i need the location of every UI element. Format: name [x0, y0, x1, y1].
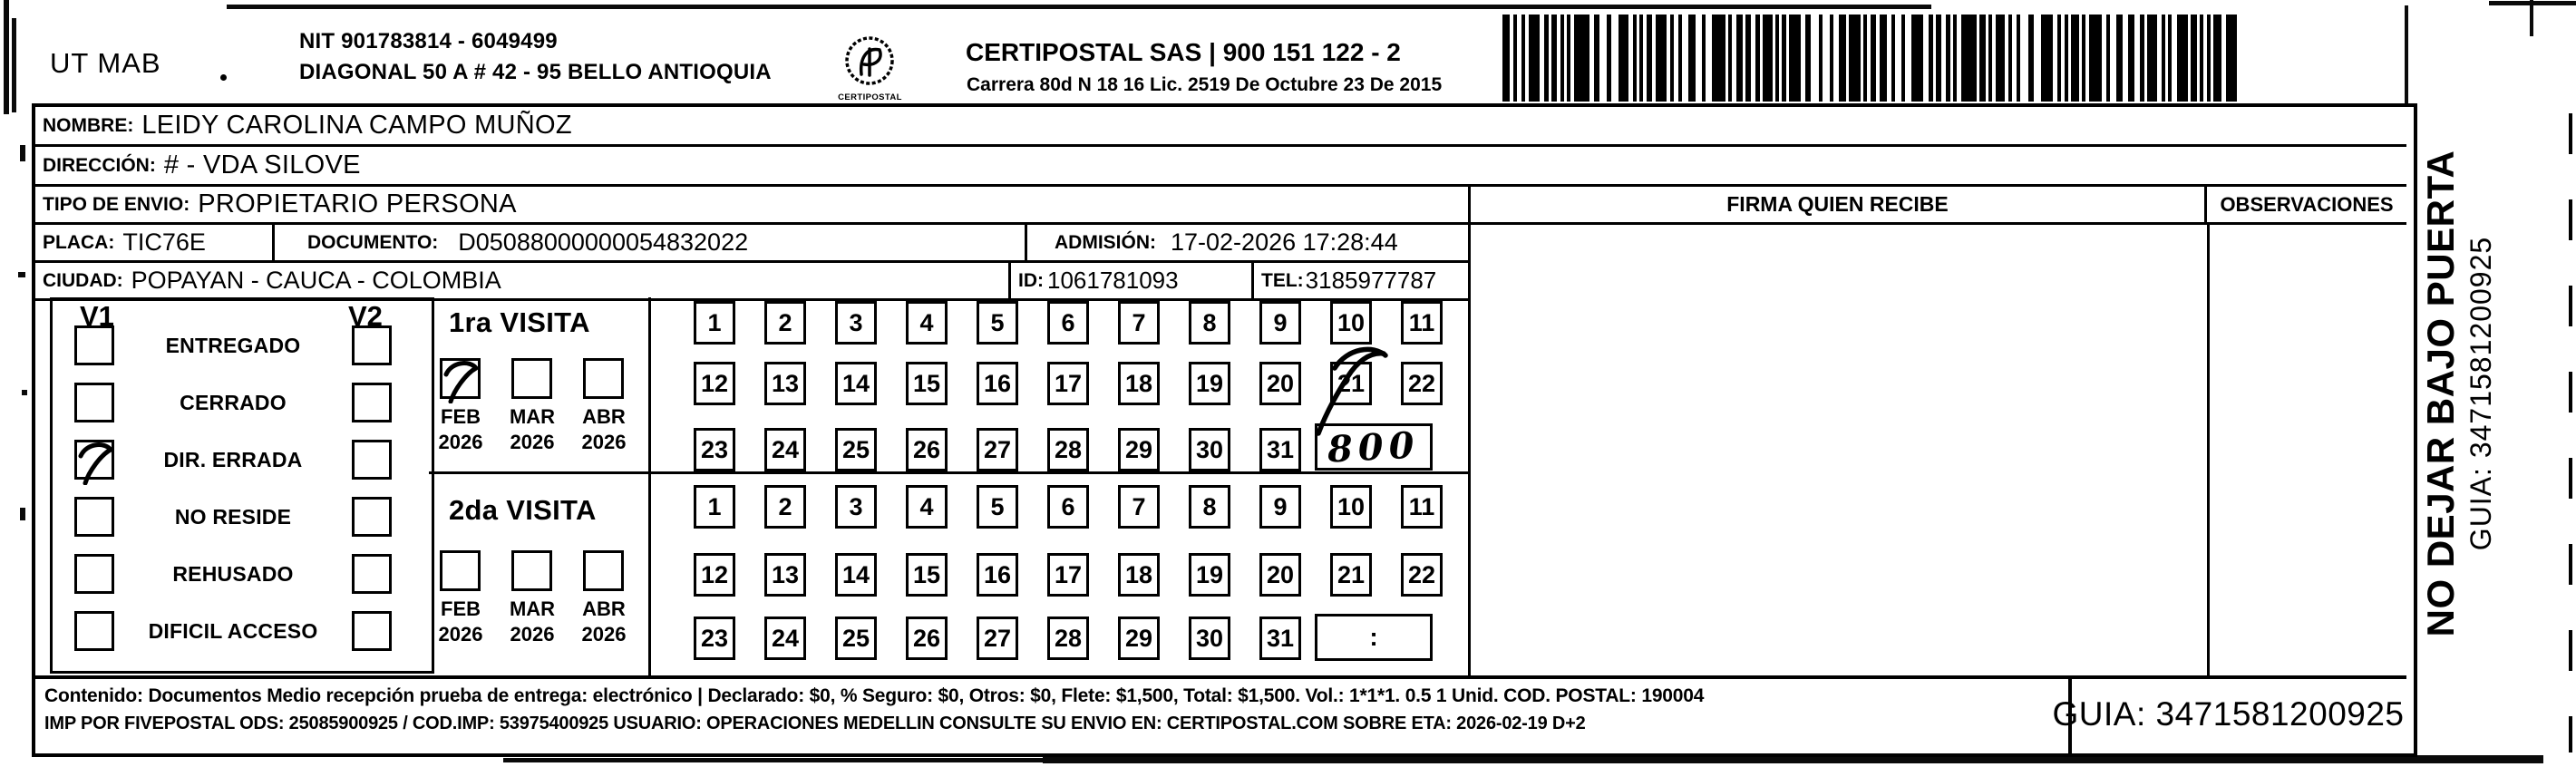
- barcode-bar: [1979, 15, 1985, 102]
- barcode-bar: [1871, 15, 1876, 102]
- day-cell: 6: [1047, 485, 1089, 529]
- barcode-bar: [2116, 15, 2122, 102]
- time-colon-placeholder: :: [1369, 623, 1378, 651]
- second-visit-title: 2da VISITA: [449, 494, 597, 526]
- field-documento: [275, 225, 1027, 263]
- barcode-bar: [1619, 15, 1628, 102]
- status-row: [53, 497, 432, 537]
- id-value: 1061781093: [1047, 267, 1179, 294]
- status-option-label: CERRADO: [180, 391, 287, 414]
- barcode-bar: [1544, 15, 1548, 102]
- logo-caption: CERTIPOSTAL: [838, 92, 902, 102]
- barcode-bar: [2071, 15, 2078, 102]
- day-cell: 7: [1118, 301, 1160, 345]
- documento-label: DOCUMENTO:: [307, 231, 439, 253]
- month-checkbox-abr: [583, 358, 624, 399]
- day-cell: 7: [1118, 485, 1160, 529]
- day-cell: 21: [1330, 362, 1372, 405]
- field-id: [1011, 263, 1254, 301]
- status-row: [53, 611, 432, 651]
- day-cell: 2: [764, 301, 806, 345]
- barcode-bar: [1712, 15, 1725, 102]
- handwritten-time: 800: [1327, 422, 1421, 471]
- scan-artifact-bottom-line2: [503, 758, 1047, 762]
- barcode-bar: [2177, 15, 2189, 102]
- barcode-bar: [2226, 15, 2238, 102]
- barcode-bar: [1728, 15, 1732, 102]
- day-cell: 11: [1401, 485, 1443, 529]
- barcode-bar: [1656, 15, 1667, 102]
- nombre-value: LEIDY CAROLINA CAMPO MUÑOZ: [141, 111, 572, 140]
- second-visit-time-box: [1315, 614, 1433, 661]
- barcode-bar: [2057, 15, 2061, 102]
- barcode-bar: [1782, 15, 1785, 102]
- day-cell: 25: [835, 428, 877, 471]
- day-cell: 5: [977, 301, 1018, 345]
- scan-speck: [20, 145, 25, 161]
- footer-line2: IMP POR FIVEPOSTAL ODS: 25085900925 / COD.IMP: 53975400925 USUARIO: OPERACIONES MEDELLIN CONSULTE SU ENVIO EN: CERTIPOSTAL.COM SOBRE ETA: 2026-02-19 D+2: [44, 714, 1586, 733]
- checkbox-v1-2: [74, 440, 114, 480]
- company-line: CERTIPOSTAL SAS | 900 151 122 - 2: [966, 38, 1401, 66]
- tipo-envio-value: PROPIETARIO PERSONA: [198, 189, 517, 218]
- placa-label: PLACA:: [43, 231, 115, 253]
- day-cell: 30: [1189, 428, 1230, 471]
- month-label: FEB: [441, 405, 481, 428]
- barcode-bar: [1594, 15, 1599, 102]
- barcode-bar: [1560, 15, 1564, 102]
- barcode-bar: [1891, 15, 1895, 102]
- nombre-label: NOMBRE:: [43, 114, 134, 136]
- day-cell: 13: [764, 553, 806, 597]
- day-cell: 18: [1118, 362, 1160, 405]
- day-cell: 4: [906, 301, 948, 345]
- barcode-bar: [1763, 15, 1773, 102]
- status-row: [53, 383, 432, 422]
- day-cell: 15: [906, 553, 948, 597]
- barcode-bar: [1702, 15, 1706, 102]
- checkbox-v1-1: [74, 383, 114, 422]
- status-option-label: DIR. ERRADA: [163, 448, 303, 471]
- no-dejar-text: NO DEJAR BAJO PUERTA: [2419, 150, 2462, 637]
- checkbox-v1-0: [74, 325, 114, 365]
- barcode-bar: [1678, 15, 1682, 102]
- status-row: [53, 554, 432, 594]
- first-visit-time-box: [1315, 423, 1433, 471]
- barcode-bar: [2162, 15, 2165, 102]
- month-checkbox-feb: [440, 358, 481, 399]
- scan-speck: [220, 74, 227, 81]
- observaciones-header: OBSERVACIONES: [2207, 187, 2406, 225]
- status-row: [53, 440, 432, 480]
- barcode-bar: [2147, 15, 2157, 102]
- checkbox-v2-0: [352, 325, 392, 365]
- status-option-label: ENTREGADO: [165, 334, 301, 357]
- day-cell: 17: [1047, 362, 1089, 405]
- day-cell: 29: [1118, 428, 1160, 471]
- side-note-vertical: [2419, 112, 2526, 675]
- status-option-label: NO RESIDE: [174, 505, 292, 529]
- day-row: [651, 301, 1472, 345]
- day-cell: 18: [1118, 553, 1160, 597]
- status-row: [53, 325, 432, 365]
- day-cell: 26: [906, 617, 948, 660]
- year-label: 2026: [438, 431, 483, 453]
- admision-value: 17-02-2026 17:28:44: [1171, 228, 1398, 256]
- barcode-bar: [1670, 15, 1674, 102]
- day-cell: 3: [835, 485, 877, 529]
- barcode: [1502, 15, 2233, 102]
- delivery-status-panel: [50, 297, 434, 674]
- footer-line1: Contenido: Documentos Medio recepción prueba de entrega: electrónico | Declarado: $0, % Seguro: $0, Otros: $0, Flete: $1,500, Total: $1,500. Vol.: 1*1*1. 0.5 1 Unid. COD. POSTAL: 190004: [44, 685, 1705, 706]
- barcode-bar: [2168, 15, 2172, 102]
- checkbox-v2-2: [352, 440, 392, 480]
- barcode-bar: [2008, 15, 2012, 102]
- barcode-bar: [1988, 15, 1992, 102]
- barcode-bar: [2089, 15, 2103, 102]
- handwritten-check-mark: [73, 438, 121, 485]
- tipo-envio-label: TIPO DE ENVIO:: [43, 193, 190, 215]
- scan-speck: [22, 390, 27, 395]
- barcode-bar: [1929, 15, 1932, 102]
- guia-number: GUIA: 3471581200925: [2052, 695, 2405, 733]
- scan-artifact-left-bar: [4, 0, 9, 114]
- day-cell: 27: [977, 428, 1018, 471]
- day-cell: 22: [1401, 553, 1443, 597]
- certipostal-logo-icon: [841, 34, 898, 91]
- scan-artifact-right-dashes: [2569, 113, 2572, 752]
- month-label: MAR: [509, 405, 556, 428]
- month-label: ABR: [582, 405, 626, 428]
- scan-artifact-top-line: [227, 5, 1931, 9]
- barcode-bar: [1551, 15, 1557, 102]
- placa-value: TIC76E: [122, 228, 206, 256]
- barcode-bar: [1736, 15, 1742, 102]
- day-cell: 9: [1259, 301, 1301, 345]
- barcode-bar: [1961, 15, 1977, 102]
- barcode-bar: [1521, 15, 1525, 102]
- scan-speck: [20, 508, 25, 520]
- day-cell: 12: [694, 362, 735, 405]
- status-option-label: REHUSADO: [172, 562, 294, 586]
- barcode-bar: [1574, 15, 1589, 102]
- field-direccion: [35, 147, 2406, 187]
- documento-value: D05088000000054832022: [458, 228, 749, 256]
- day-cell: 20: [1259, 553, 1301, 597]
- day-cell: 31: [1259, 617, 1301, 660]
- field-nombre: [35, 107, 2406, 147]
- checkbox-v2-5: [352, 611, 392, 651]
- barcode-bar: [1789, 15, 1801, 102]
- day-row: [651, 553, 1472, 597]
- day-cell: 23: [694, 428, 735, 471]
- day-cell: 10: [1330, 301, 1372, 345]
- v2-header: V2: [348, 300, 383, 332]
- day-cell: 22: [1401, 362, 1443, 405]
- field-admision: [1027, 225, 1471, 263]
- day-cell: 23: [694, 617, 735, 660]
- second-visit-panel: [429, 474, 651, 675]
- field-ciudad: [35, 263, 1011, 301]
- month-label: ABR: [582, 597, 626, 620]
- barcode-bar: [2041, 15, 2053, 102]
- day-cell: 9: [1259, 485, 1301, 529]
- direccion-label: DIRECCIÓN:: [43, 154, 156, 176]
- barcode-bar: [2213, 15, 2221, 102]
- day-cell: 1: [694, 301, 735, 345]
- tel-value: 3185977787: [1305, 267, 1437, 294]
- barcode-bar: [1953, 15, 1957, 102]
- barcode-bar: [2140, 15, 2143, 102]
- barcode-bar: [1805, 15, 1811, 102]
- checkbox-v1-3: [74, 497, 114, 537]
- barcode-bar: [1819, 15, 1823, 102]
- day-cell: 17: [1047, 553, 1089, 597]
- day-row: [651, 617, 1330, 660]
- day-cell: 13: [764, 362, 806, 405]
- year-label: 2026: [510, 431, 555, 453]
- firma-area: [1471, 225, 2207, 675]
- barcode-bar: [1996, 15, 2006, 102]
- barcode-bar: [1567, 15, 1570, 102]
- barcode-bar: [2191, 15, 2196, 102]
- checkbox-v2-3: [352, 497, 392, 537]
- barcode-bar: [1849, 15, 1861, 102]
- day-cell: 1: [694, 485, 735, 529]
- scan-artifact-corner-tick: [2530, 0, 2533, 36]
- barcode-bar: [2082, 15, 2085, 102]
- day-cell: 19: [1189, 362, 1230, 405]
- day-row: [651, 428, 1330, 471]
- barcode-bar: [1745, 15, 1751, 102]
- barcode-bar: [1647, 15, 1652, 102]
- day-cell: 11: [1401, 301, 1443, 345]
- form-table: [32, 103, 2417, 757]
- field-tel: [1254, 263, 1471, 301]
- field-placa: [35, 225, 275, 263]
- day-cell: 21: [1330, 553, 1372, 597]
- day-cell: 16: [977, 362, 1018, 405]
- barcode-bar: [1863, 15, 1867, 102]
- day-cell: 3: [835, 301, 877, 345]
- sender-nit: NIT 901783814 - 6049499: [299, 29, 558, 53]
- id-label: ID:: [1018, 269, 1044, 291]
- checkbox-v2-4: [352, 554, 392, 594]
- day-cell: 24: [764, 428, 806, 471]
- day-cell: 10: [1330, 485, 1372, 529]
- year-label: 2026: [581, 431, 627, 453]
- day-cell: 4: [906, 485, 948, 529]
- v1-header: V1: [80, 300, 114, 332]
- sender-address: DIAGONAL 50 A # 42 - 95 BELLO ANTIOQUIA: [299, 60, 772, 84]
- handwritten-check-mark: [439, 356, 486, 403]
- day-cell: 25: [835, 617, 877, 660]
- day-cell: 14: [835, 553, 877, 597]
- barcode-bar: [1901, 15, 1905, 102]
- day-cell: 6: [1047, 301, 1089, 345]
- second-visit-day-grid: [651, 474, 1471, 675]
- field-tipo-envio: [35, 187, 1471, 225]
- barcode-bar: [1830, 15, 1833, 102]
- scan-artifact-left-bar2: [12, 18, 16, 112]
- license-line: Carrera 80d N 18 16 Lic. 2519 De Octubre 23 De 2015: [967, 74, 1443, 95]
- observaciones-area: [2210, 225, 2406, 675]
- barcode-bar: [1946, 15, 1949, 102]
- day-cell: 26: [906, 428, 948, 471]
- checkbox-v1-5: [74, 611, 114, 651]
- barcode-bar: [1502, 15, 1510, 102]
- barcode-bar: [1633, 15, 1637, 102]
- day-cell: 29: [1118, 617, 1160, 660]
- month-checkbox-feb: [440, 550, 481, 591]
- barcode-bar: [2200, 15, 2203, 102]
- day-cell: 31: [1259, 428, 1301, 471]
- month-checkbox-abr: [583, 550, 624, 591]
- tel-label: TEL:: [1261, 269, 1304, 291]
- day-cell: 30: [1189, 617, 1230, 660]
- day-cell: 12: [694, 553, 735, 597]
- year-label: 2026: [510, 623, 555, 646]
- day-cell: 8: [1189, 301, 1230, 345]
- day-cell: 20: [1259, 362, 1301, 405]
- day-cell: 16: [977, 553, 1018, 597]
- barcode-bar: [1911, 15, 1923, 102]
- month-checkbox-mar: [511, 550, 552, 591]
- day-row: [651, 362, 1472, 405]
- day-cell: 28: [1047, 617, 1089, 660]
- guia-number-box: [2050, 675, 2406, 750]
- admision-label: ADMISIÓN:: [1055, 231, 1156, 253]
- barcode-bar: [1775, 15, 1779, 102]
- year-label: 2026: [581, 623, 627, 646]
- barcode-bar: [1880, 15, 1887, 102]
- month-checkbox-mar: [511, 358, 552, 399]
- checkbox-v1-4: [74, 554, 114, 594]
- year-label: 2026: [438, 623, 483, 646]
- first-visit-title: 1ra VISITA: [449, 306, 590, 338]
- barcode-bar: [2106, 15, 2110, 102]
- barcode-bar: [1529, 15, 1541, 102]
- shipment-details-footer: [35, 675, 2072, 756]
- first-visit-panel: [429, 297, 651, 474]
- direccion-value: # - VDA SILOVE: [163, 150, 361, 180]
- barcode-bar: [1639, 15, 1643, 102]
- barcode-bar: [2128, 15, 2134, 102]
- barcode-bar: [1936, 15, 1941, 102]
- day-cell: 5: [977, 485, 1018, 529]
- barcode-bar: [2017, 15, 2020, 102]
- ciudad-value: POPAYAN - CAUCA - COLOMBIA: [131, 267, 501, 294]
- barcode-bar: [1755, 15, 1759, 102]
- side-guia-text: GUIA: 3471581200925: [2464, 236, 2497, 551]
- ciudad-label: CIUDAD:: [43, 269, 123, 291]
- day-cell: 15: [906, 362, 948, 405]
- barcode-bar: [1688, 15, 1696, 102]
- barcode-bar: [1607, 15, 1610, 102]
- day-cell: 2: [764, 485, 806, 529]
- barcode-bar: [1513, 15, 1517, 102]
- checkbox-v2-1: [352, 383, 392, 422]
- day-cell: 14: [835, 362, 877, 405]
- scan-artifact-right-top-border: [2405, 5, 2408, 103]
- barcode-bar: [2207, 15, 2211, 102]
- day-cell: 24: [764, 617, 806, 660]
- barcode-bar: [2028, 15, 2034, 102]
- day-cell: 19: [1189, 553, 1230, 597]
- first-visit-day-grid: [651, 297, 1471, 474]
- sender-name: UT MAB: [50, 47, 161, 79]
- scan-speck: [18, 272, 25, 277]
- status-option-label: DIFICIL ACCESO: [148, 619, 318, 643]
- month-label: FEB: [441, 597, 481, 620]
- day-row: [651, 485, 1472, 529]
- day-cell: 27: [977, 617, 1018, 660]
- day-cell: 8: [1189, 485, 1230, 529]
- barcode-bar: [2065, 15, 2068, 102]
- firma-header: FIRMA QUIEN RECIBE: [1471, 187, 2207, 225]
- day-cell: 28: [1047, 428, 1089, 471]
- month-label: MAR: [509, 597, 556, 620]
- barcode-bar: [1839, 15, 1846, 102]
